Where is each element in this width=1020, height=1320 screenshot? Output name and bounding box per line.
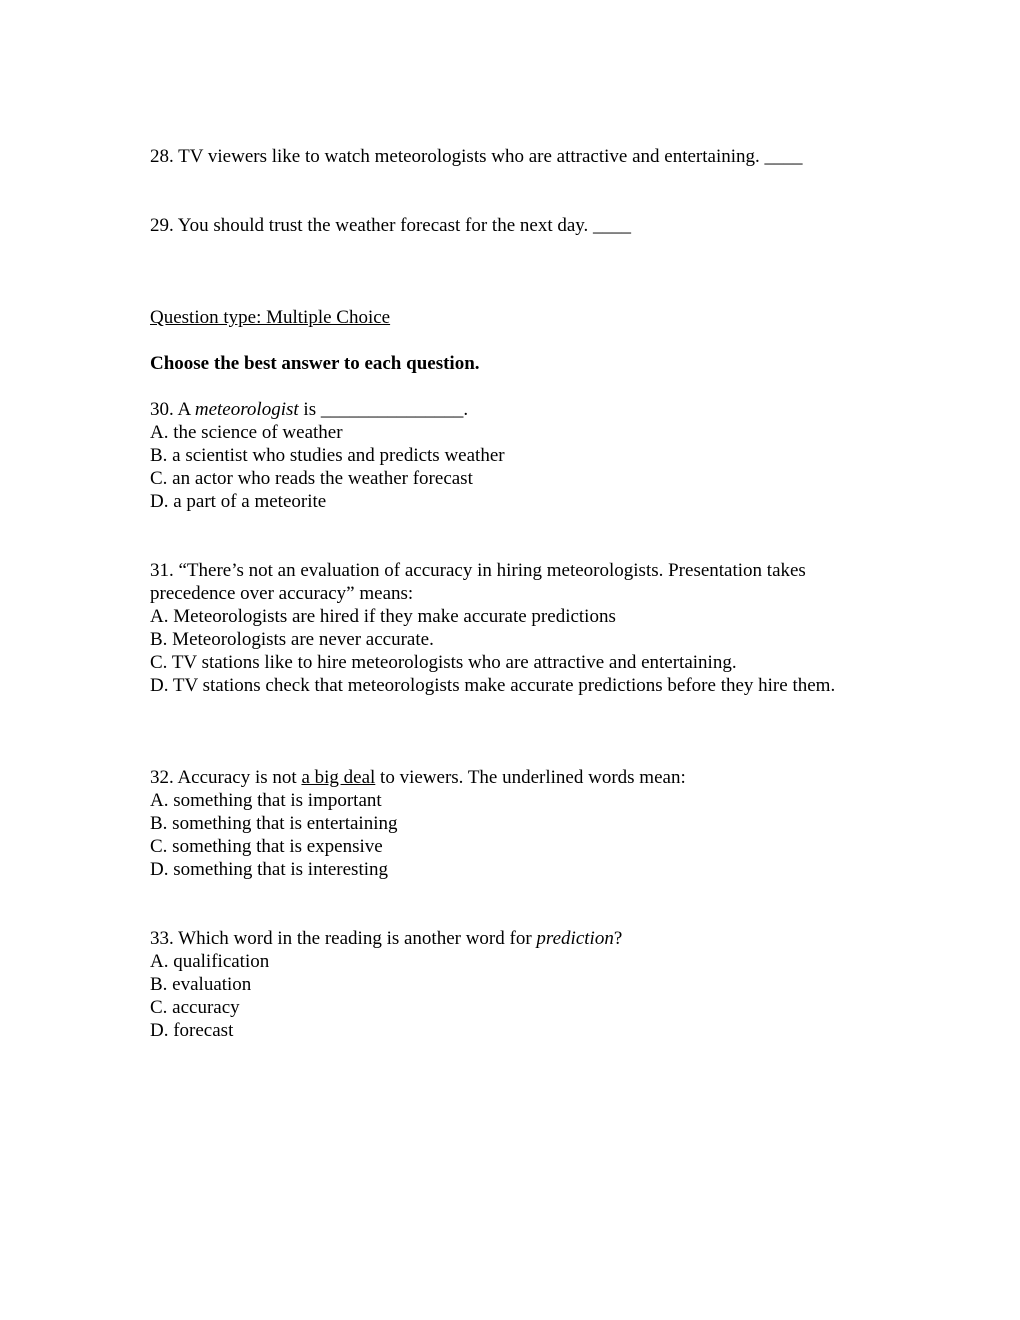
question-31-option-c: C. TV stations like to hire meteorologists who are attractive and entertaining.	[150, 652, 737, 673]
question-30-option-b: B. a scientist who studies and predicts weather	[150, 445, 505, 466]
question-31-option-a: A. Meteorologists are hired if they make accurate predictions	[150, 606, 616, 627]
question-30-option-a: A. the science of weather	[150, 422, 343, 443]
question-32-option-a: A. something that is important	[150, 790, 382, 811]
question-33	[150, 927, 860, 1042]
question-32	[150, 766, 860, 881]
question-32-underlined: a big deal	[301, 767, 376, 788]
question-32-suffix: to viewers. The underlined words mean:	[375, 767, 686, 788]
question-32-stem	[150, 766, 860, 789]
question-33-term: prediction	[536, 928, 614, 949]
section-heading	[150, 306, 860, 329]
question-33-suffix: ?	[613, 928, 623, 949]
question-29-text: 29. You should trust the weather forecast for the next day. ____	[150, 215, 632, 236]
question-33-option-a: A. qualification	[150, 951, 270, 972]
question-29	[150, 214, 860, 237]
question-32-prefix: 32. Accuracy is not	[150, 767, 302, 788]
question-30-option-c: C. an actor who reads the weather forecast	[150, 468, 473, 489]
question-30-stem	[150, 398, 860, 421]
question-33-option-b: B. evaluation	[150, 974, 252, 995]
question-28	[150, 145, 860, 168]
question-33-option-d: D. forecast	[150, 1020, 234, 1041]
question-33-prefix: 33. Which word in the reading is another word for	[150, 928, 537, 949]
question-30-prefix: 30. A	[150, 399, 195, 420]
question-30-term: meteorologist	[194, 399, 299, 420]
question-32-option-c: C. something that is expensive	[150, 836, 383, 857]
instructions	[150, 352, 860, 375]
question-31-stem: 31. “There’s not an evaluation of accuracy in hiring meteorologists. Presentation takes precedence over accuracy” means:	[150, 560, 806, 604]
question-33-stem	[150, 927, 860, 950]
question-31-option-d: D. TV stations check that meteorologists make accurate predictions before they hire them.	[150, 675, 836, 696]
question-30-suffix: is _______________.	[298, 399, 469, 420]
question-33-option-c: C. accuracy	[150, 997, 240, 1018]
question-30	[150, 398, 860, 513]
question-type-heading: Question type: Multiple Choice	[150, 307, 391, 328]
question-28-text: 28. TV viewers like to watch meteorologists who are attractive and entertaining. ____	[150, 146, 803, 167]
question-31	[150, 559, 850, 697]
question-32-option-d: D. something that is interesting	[150, 859, 389, 880]
question-30-option-d: D. a part of a meteorite	[150, 491, 327, 512]
question-31-option-b: B. Meteorologists are never accurate.	[150, 629, 434, 650]
instruction-text: Choose the best answer to each question.	[150, 353, 480, 374]
question-32-option-b: B. something that is entertaining	[150, 813, 398, 834]
